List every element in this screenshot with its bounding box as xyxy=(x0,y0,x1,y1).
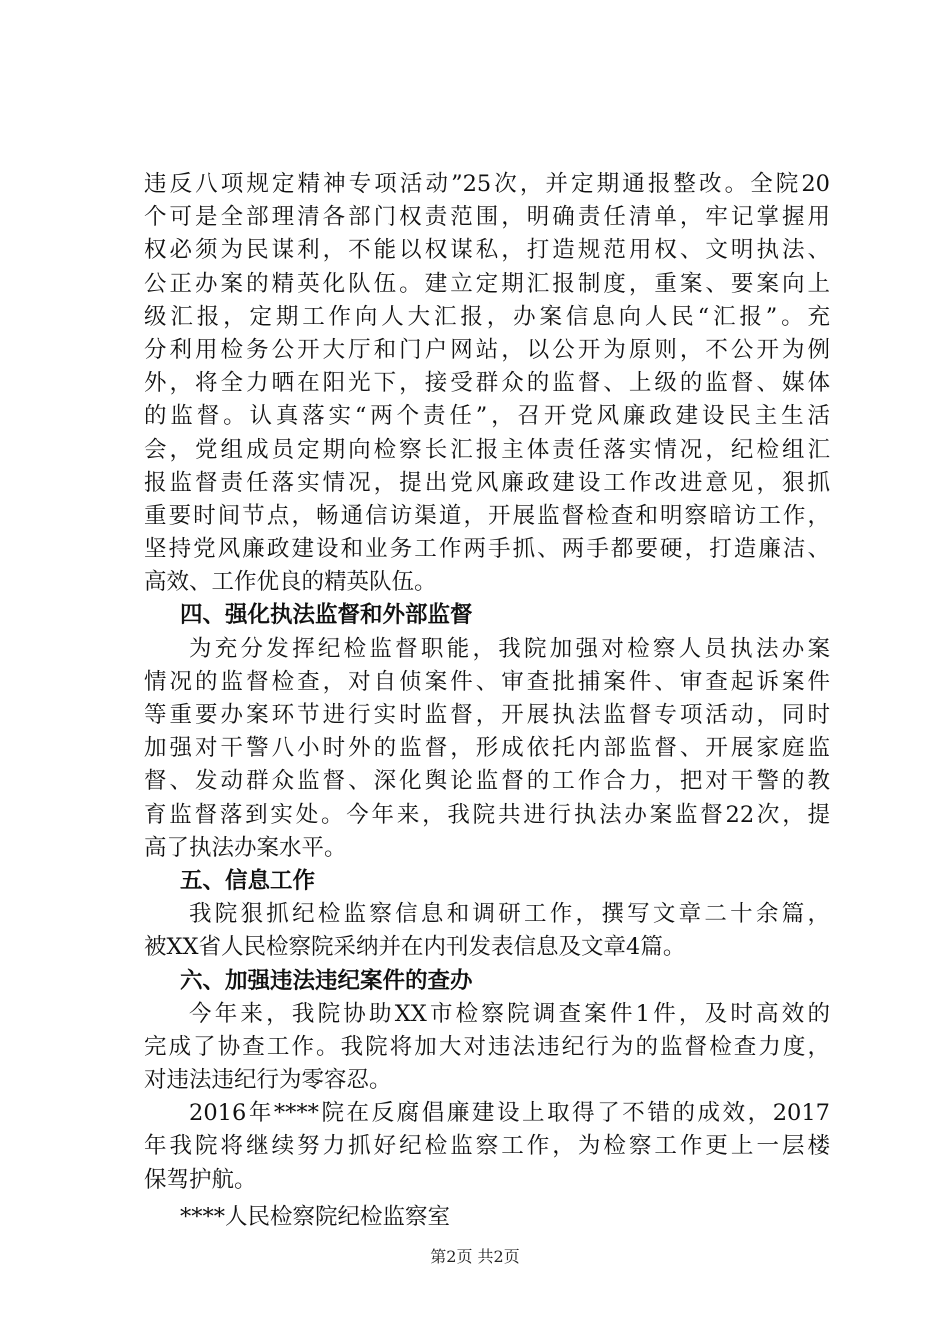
signature-line: ****人民检察院纪检监察室 xyxy=(180,1203,451,1230)
text-line: 育监督落到实处。今年来，我院共进行执法办案监督22次，提 xyxy=(144,801,830,828)
text-line: 高了执法办案水平。 xyxy=(144,834,347,861)
paragraph-conclusion xyxy=(144,1097,830,1197)
text-line: 为充分发挥纪检监督职能，我院加强对检察人员执法办案 xyxy=(189,635,830,662)
text-line: 等重要办案环节进行实时监督，开展执法监督专项活动，同时 xyxy=(144,702,830,728)
text-line: 我院狠抓纪检监察信息和调研工作，撰写文章二十余篇， xyxy=(189,901,830,928)
text-line: 个可是全部理清各部门权责范围，明确责任清单，牢记掌握用 xyxy=(144,204,830,231)
text-line: 外，将全力晒在阳光下，接受群众的监督、上级的监督、媒体 xyxy=(144,370,830,397)
text-line: 情况的监督检查，对自侦案件、审查批捕案件、审查起诉案件 xyxy=(144,668,830,695)
text-line: 权必须为民谋利，不能以权谋私，打造规范用权、文明执法、 xyxy=(144,237,830,264)
page-footer: 第2页 共2页 xyxy=(430,1247,520,1266)
text-line: 重要时间节点，畅通信访渠道，开展监督检查和明察暗访工作， xyxy=(144,502,830,529)
text-line: 今年来，我院协助XX市检察院调查案件1件，及时高效的 xyxy=(189,1000,830,1027)
text-line: 2016年****院在反腐倡廉建设上取得了不错的成效，2017 xyxy=(189,1100,830,1127)
text-line: 公正办案的精英化队伍。建立定期汇报制度，重案、要案向上 xyxy=(144,270,830,297)
text-line: 违反八项规定精神专项活动”25次，并定期通报整改。全院20 xyxy=(144,171,830,197)
section-heading-4: 四、强化执法监督和外部监督 xyxy=(180,602,473,629)
paragraph-accountability xyxy=(144,168,830,599)
text-line: 被XX省人民检察院采纳并在内刊发表信息及文章4篇。 xyxy=(144,934,686,961)
text-line: 报监督责任落实情况，提出党风廉政建设工作改进意见，狠抓 xyxy=(144,469,830,496)
text-line: 加强对干警八小时外的监督，形成依托内部监督、开展家庭监 xyxy=(144,735,830,762)
text-line: 的监督。认真落实“两个责任”，召开党风廉政建设民主生活 xyxy=(144,403,830,430)
paragraph-case-handling xyxy=(144,998,830,1098)
section-heading-6: 六、加强违法违纪案件的查办 xyxy=(180,967,473,994)
text-line: 对违法违纪行为零容忍。 xyxy=(144,1067,392,1094)
text-line: 完成了协查工作。我院将加大对违法违纪行为的监督检查力度， xyxy=(144,1033,830,1060)
document-body xyxy=(144,168,830,1234)
text-line: 分利用检务公开大厅和门户网站，以公开为原则，不公开为例 xyxy=(144,336,830,363)
text-line: 坚持党风廉政建设和业务工作两手抓、两手都要硬，打造廉洁、 xyxy=(144,536,830,563)
text-line: 年我院将继续努力抓好纪检监察工作，为检察工作更上一层楼 xyxy=(144,1133,830,1160)
text-line: 保驾护航。 xyxy=(144,1166,257,1193)
text-line: 会，党组成员定期向检察长汇报主体责任落实情况，纪检组汇 xyxy=(144,436,830,463)
paragraph-information-work xyxy=(144,898,830,964)
text-line: 级汇报，定期工作向人大汇报，办案信息向人民“汇报”。充 xyxy=(144,303,830,330)
paragraph-enforcement-supervision xyxy=(144,633,830,865)
section-heading-5: 五、信息工作 xyxy=(180,867,316,894)
text-line: 督、发动群众监督、深化舆论监督的工作合力，把对干警的教 xyxy=(144,768,830,795)
text-line: 高效、工作优良的精英队伍。 xyxy=(144,569,437,596)
